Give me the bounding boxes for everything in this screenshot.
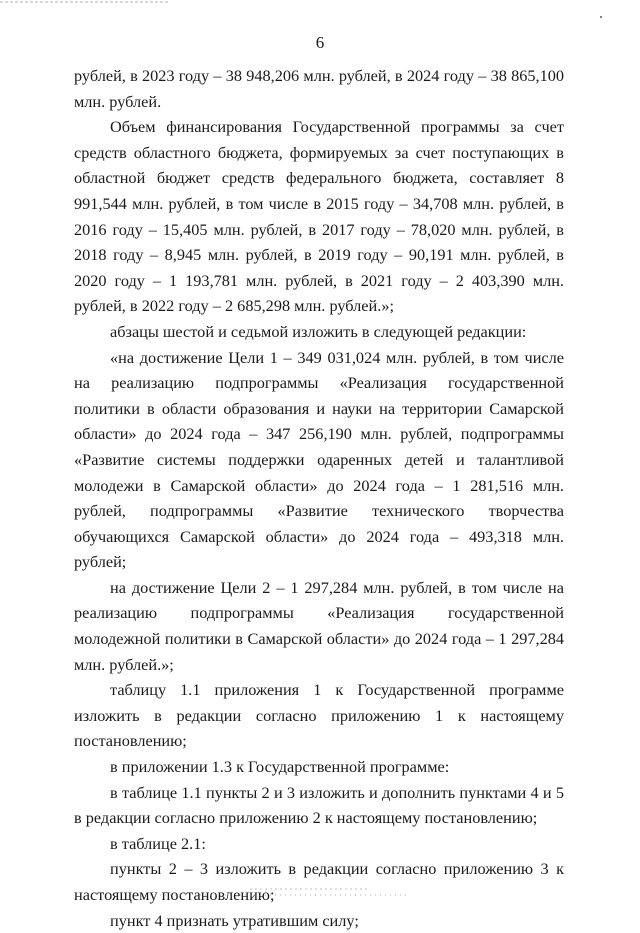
paragraph: в приложении 1.3 к Государственной программе: (110, 757, 450, 777)
paragraph: в таблице 2.1: (110, 833, 206, 853)
scan-artifact-bottom (150, 885, 480, 899)
document-body (74, 63, 564, 933)
paragraph: абзацы шестой и седьмой изложить в следующей редакции: (110, 321, 527, 341)
paragraph: таблицу 1.1 приложения 1 к Государственной программе изложить в редакции согласно приложению 1 к настоящему постановлению; (74, 680, 564, 751)
paragraph: пункты 2 – 3 изложить в редакции согласно приложению 3 к настоящему постановлению; (74, 859, 564, 904)
paragraph: на достижение Цели 2 – 1 297,284 млн. рублей, в том числе на реализацию подпрограммы «Реализация государственной молодежной политики в Самарской области» до 2024 года – 1 297,284 млн. рублей.»; (74, 577, 564, 674)
paragraph: рублей, в 2023 году – 38 948,206 млн. рублей, в 2024 году – 38 865,100 млн. рублей. (74, 66, 564, 111)
scan-artifact-dot (600, 16, 602, 18)
scan-artifact-top (0, 0, 170, 8)
paragraph: пункт 4 признать утратившим силу; (110, 910, 359, 930)
paragraph: Объем финансирования Государственной программы за счет средств областного бюджета, формируемых за счет поступающих в областной бюджет средств федерального бюджета, составляет 8 991,544 млн. рублей, в том числе в 2015 году – 34,708 млн. рублей, в 2016 году – 15,405 млн. рублей, в 2017 году – 78,020 млн. рублей, в 2018 году – 8,945 млн. рублей, в 2019 году – 90,191 млн. рублей, в 2020 году – 1 193,781 млн. рублей, в 2021 году – 2 403,390 млн. рублей, в 2022 году – 2 685,298 млн. рублей.»; (74, 117, 564, 316)
paragraph: в таблице 1.1 пункты 2 и 3 изложить и дополнить пунктами 4 и 5 в редакции согласно приложению 2 к настоящему постановлению; (74, 782, 564, 828)
paragraph: «на достижение Цели 1 – 349 031,024 млн. рублей, в том числе на реализацию подпрограммы «Реализация государственной политики в области образования и науки на территории Самарской области» до 2024 года – 347 256,190 млн. рублей, подпрограммы «Развитие системы поддержки одаренных детей и талантливой молодежи в Самарской области» до 2024 года – 1 281,516 млн. рублей, подпрограммы «Развитие технического творчества обучающихся Самарской области» до 2024 года – 493,318 млн. рублей; (74, 347, 564, 572)
page-number: 6 (315, 33, 325, 52)
